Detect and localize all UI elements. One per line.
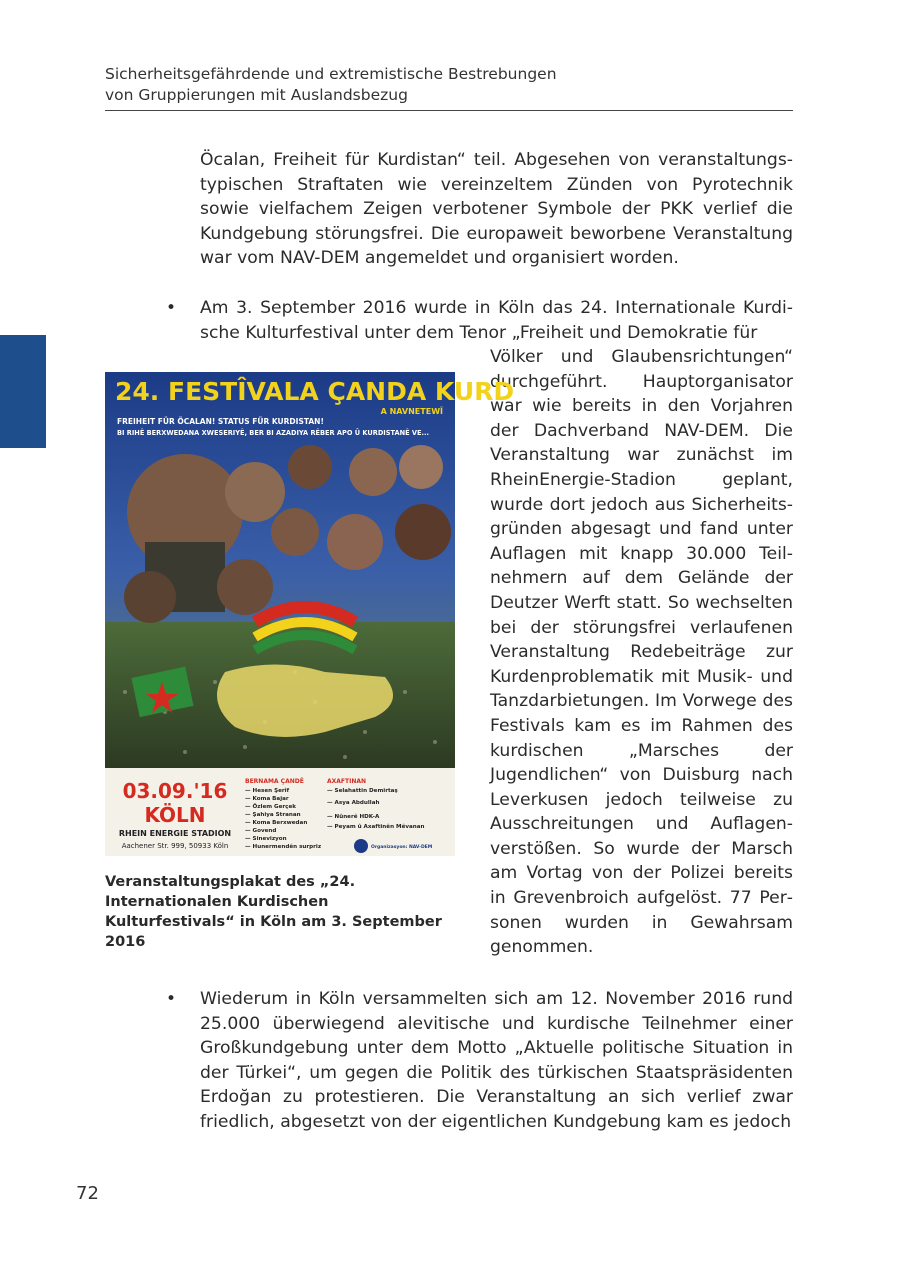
intro-paragraph: Öcalan, Freiheit für Kurdistan“ teil. Abgesehen von veranstaltungstypischen Straftaten wie vereinzeltem Zünden von Pyrotechnik sowie vielfachem Zeigen verbotener Symbole der PKK verlief die Kundgebung störungsfrei. Die europaweit beworbene Veranstaltung war vom NAV-DEM angemeldet und organisiert worden. <box>200 150 793 269</box>
header-line-2: von Gruppierungen mit Auslandsbezug <box>105 86 408 104</box>
poster-col1-item: — Hunermendên surpriz <box>245 844 322 850</box>
running-header <box>105 64 793 111</box>
poster-col1-item: — Koma Berxwedan <box>245 820 308 826</box>
poster-col2-item: — Nûnerê HDK-A <box>327 814 380 820</box>
poster-col1-item: — Koma Bajar <box>245 796 289 802</box>
poster-col1-item: — Özlem Gerçek <box>245 804 297 810</box>
header-line-1: Sicherheitsgefährdende und extremistische Bestrebungen <box>105 65 557 83</box>
poster-address: Aachener Str. 999, 50933 Köln <box>121 842 229 850</box>
poster-col1-heading: BERNAMA ÇANDÊ <box>245 778 304 785</box>
organizer-logo-icon <box>354 839 368 853</box>
poster-col1-item: — Şahiya Stranan <box>245 812 301 818</box>
poster-city: KÖLN <box>144 803 206 827</box>
bullet-item-rally <box>166 987 793 1135</box>
poster-col2-item: — Peyam û Axaftinên Mêvanan <box>327 824 425 830</box>
poster-title: 24. FESTÎVALA ÇANDA KURD <box>115 377 515 406</box>
page-number: 72 <box>76 1183 99 1204</box>
poster-organizer: Organîzasyon: NAV-DEM <box>371 845 433 850</box>
chapter-tab-marker <box>0 335 46 448</box>
poster-col1-item: — Sinevizyon <box>245 836 287 842</box>
bullet-icon: • <box>166 989 177 1009</box>
bullet-1-body-text: Völker und Glaubensrichtungen“ durchgeführt. Hauptorganisator war wie bereits in den Vorjahren der Dachverband NAV-DEM. Die Veranstaltung war zunächst im RheinEnergie-Stadion geplant, wurde dort jedoch aus Sicherheitsgründen abgesagt und fand unter Auflagen mit knapp 30.000 Teilnehmern auf dem Gelände der Deutzer Werft statt. So wechselten bei der störungsfrei verlaufenen Veranstaltung Redebeiträge zur Kurdenproblematik mit Musik- und Tanzdarbietungen. Im Vorwege des Festivals kam es im Rahmen des kurdischen „Marsches der Jugendlichen“ von Duisburg nach Leverkusen jedoch teilweise zu Ausschreitungen und Auflagenverstößen. So wurde der Marsch am Vortag von der Polizei bereits in Grevenbroich aufgelöst. 77 Personen wurden in Gewahrsam genommen. <box>490 347 793 958</box>
bullet-2-text: Wiederum in Köln versammelten sich am 12. November 2016 rund 25.000 überwiegend alevitische und kurdische Teilnehmer einer Großkundgebung unter dem Motto „Aktuelle politische Situation in der Türkei“, um gegen die Politik des türkischen Staatspräsidenten Erdoğan zu protestieren. Die Veranstaltung an sich verlief zwar friedlich, abgesetzt von der eigentlichen Kundgebung kam es jedoch <box>200 989 793 1132</box>
bullet-1-lead-text: Am 3. September 2016 wurde in Köln das 24. Internationale Kurdische Kulturfestival unter dem Tenor „Freiheit und Demokratie für <box>200 298 793 343</box>
poster-col2-item: — Asya Abdullah <box>327 800 380 806</box>
festival-poster-image <box>105 372 515 856</box>
bullet-icon: • <box>166 298 177 318</box>
poster-col2-item: — Selahattin Demirtaş <box>327 788 398 794</box>
figure-caption: Veranstaltungsplakat des „24. Internationalen Kurdischen Kulturfestivals“ in Köln am 3. September 2016 <box>105 874 442 950</box>
poster-col2-heading: AXAFTINAN <box>327 778 367 785</box>
poster-subtitle: A NAVNETEWÎ <box>380 407 443 416</box>
poster-slogan-2: BI RIHÊ BERXWEDANA XWESERIYÊ, BER BI AZADIYA RÊBER APO Û KURDISTANÊ VE... <box>117 429 430 437</box>
poster-slogan-1: FREIHEIT FÜR ÖCALAN! STATUS FÜR KURDISTAN! <box>117 417 324 426</box>
poster-date: 03.09.'16 <box>122 779 228 803</box>
poster-col1-item: — Hesen Şerîf <box>245 788 290 794</box>
poster-venue: RHEIN ENERGIE STADION <box>118 829 232 838</box>
poster-col1-item: — Govend <box>245 828 277 834</box>
